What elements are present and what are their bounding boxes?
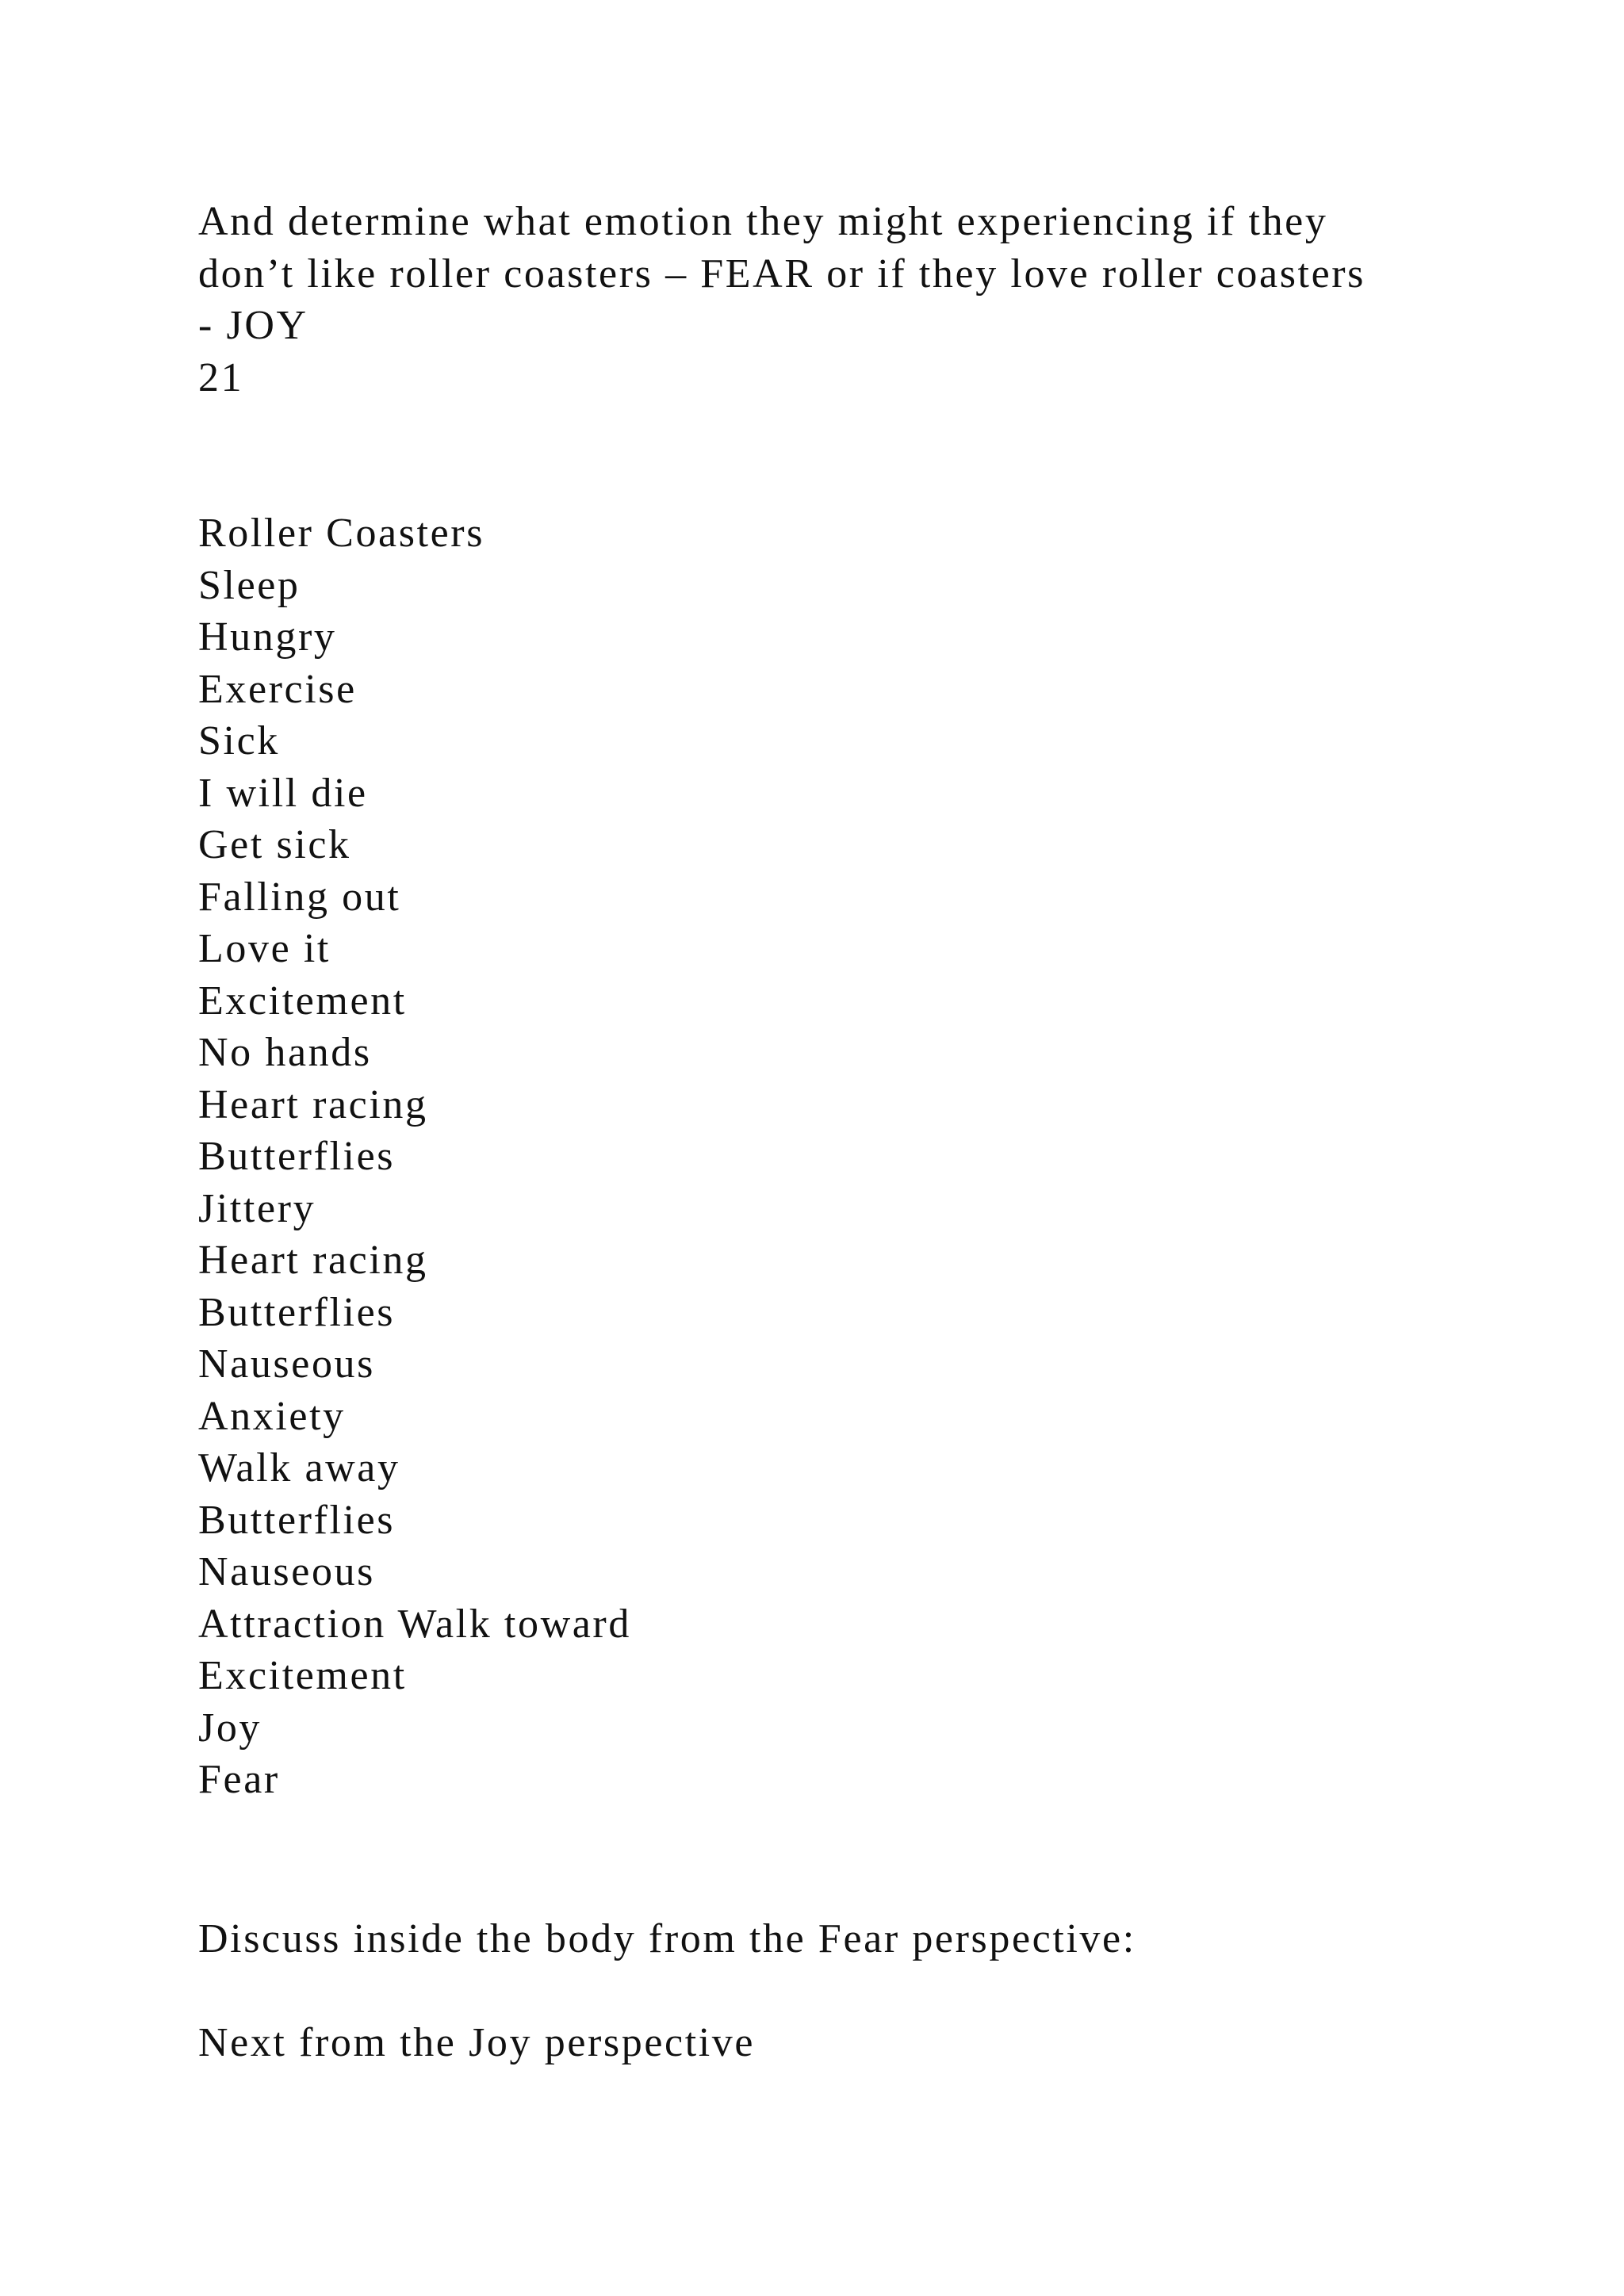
list-item: Nauseous — [198, 1341, 375, 1387]
fear-discussion-prompt — [198, 1913, 1467, 1965]
list-item: Butterflies — [198, 1134, 396, 1179]
intro-paragraph — [198, 196, 1467, 404]
list-item: Butterflies — [198, 1497, 396, 1543]
list-item: Roller Coasters — [198, 511, 485, 556]
fear-prompt-text: Discuss inside the body from the Fear perspective: — [198, 1916, 1136, 1961]
list-item: Sleep — [198, 562, 301, 608]
intro-line: don’t like roller coasters – FEAR or if they love roller coasters — [198, 251, 1366, 297]
list-item: Butterflies — [198, 1289, 396, 1335]
term-list — [198, 507, 1467, 1806]
list-item: Hungry — [198, 614, 337, 660]
list-item: Attraction Walk toward — [198, 1601, 631, 1647]
list-item: Excitement — [198, 1653, 407, 1698]
list-item: Falling out — [198, 874, 401, 920]
list-item: Fear — [198, 1757, 280, 1802]
intro-line: And determine what emotion they might experiencing if they — [198, 199, 1328, 244]
list-item: Exercise — [198, 666, 357, 712]
joy-discussion-prompt — [198, 2017, 1467, 2069]
joy-prompt-text: Next from the Joy perspective — [198, 2020, 756, 2065]
list-item: Heart racing — [198, 1238, 428, 1283]
slide-number: 21 — [198, 354, 244, 400]
list-item: No hands — [198, 1030, 372, 1075]
list-item: Love it — [198, 926, 331, 971]
list-item: Walk away — [198, 1445, 400, 1490]
list-item: Sick — [198, 718, 280, 763]
list-item: Nauseous — [198, 1549, 375, 1594]
list-item: I will die — [198, 770, 368, 816]
list-item: Jittery — [198, 1185, 316, 1231]
intro-line: - JOY — [198, 303, 308, 348]
list-item: Anxiety — [198, 1393, 346, 1439]
list-item: Excitement — [198, 978, 407, 1024]
list-item: Get sick — [198, 822, 351, 867]
list-item: Heart racing — [198, 1081, 428, 1127]
list-item: Joy — [198, 1705, 262, 1751]
